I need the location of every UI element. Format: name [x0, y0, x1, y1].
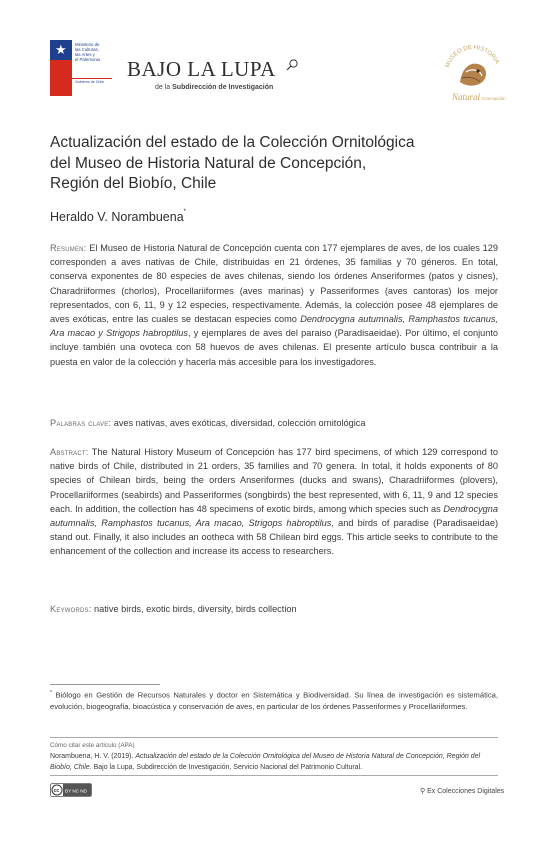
gobierno-text: Gobierno de Chile — [75, 80, 104, 84]
footnote-rule — [50, 684, 160, 685]
star-icon: ★ — [55, 42, 67, 57]
svg-text:BY NC ND: BY NC ND — [65, 788, 87, 794]
museum-city-text: Concepción — [482, 96, 506, 101]
palabras-clave: Palabras clave: aves nativas, aves exóticas, diversidad, colección ornitológica — [50, 418, 366, 428]
creative-commons-icon — [50, 783, 92, 797]
palabras-label: Palabras clave: — [50, 418, 112, 428]
ministerio-text: Ministerio de las Culturas, las Artes y el Patrimonio — [75, 42, 101, 62]
museum-top-text: MUSEO DE HISTORIA — [444, 44, 500, 69]
citation-rule-top — [50, 737, 498, 738]
article-title: Actualización del estado de la Colección Ornitológica del Museo de Historia Natural de Concepción, Región del Biobío, Chile — [50, 134, 415, 192]
magnifier-icon — [285, 58, 299, 72]
museo-historia-natural-logo — [438, 38, 508, 108]
abstract-paragraph: Abstract: The Natural History Museum of Concepción has 177 bird specimens, of which 129 correspond to native birds of Chile, distributed in 21 orders, 35 families and 70 genera. In total, it holds exponents of 80 species of Chilean birds, being the orders Anseriformes (ducks and swans), Charadriiformes (plovers), Procellariiformes (seabirds) and Passeriformes (songbirds) the best represented, with 6, 11, 9 and 12 species each. In addition, the collection has 48 specimens of exotic birds, among which species such as Dendrocygna autumnalis, Ramphastos tucanus, Ara macao, Strigops habroptilus, and birds of paradise (Paradisaeidae) stand out. Finally, it also includes an ootheca with 58 Chilean bird eggs. This article seeks to contribute to the enhancement of the collection and increase its access to researchers. — [50, 447, 498, 557]
museum-natural-text: Natural — [452, 92, 481, 102]
chile-flag-block — [50, 40, 72, 96]
author-footnote-mark: * — [183, 209, 186, 215]
series-title: BAJO LA LUPA — [127, 57, 276, 81]
author-name: Heraldo V. Norambuena* — [50, 209, 186, 224]
svg-text:cc: cc — [53, 788, 60, 794]
citation-text: Norambuena, H. V. (2019). Actualización del estado de la Colección Ornitológica del Museo de Historia Natural de Concepción, Región del Biobío, Chile. Bajo la Lupa, Subdirección de Investigación, Servicio Nacional del Patrimonio Cultural. — [50, 753, 481, 771]
keywords: Keywords: native birds, exotic birds, diversity, birds collection — [50, 604, 297, 614]
citation-label: Cómo citar este artículo (APA) — [50, 742, 135, 749]
abstract-label: Abstract: — [50, 447, 89, 457]
magnifier-small-icon: ⚲ — [420, 788, 426, 795]
resumen-label: Resumen: — [50, 243, 87, 253]
keywords-label: Keywords: — [50, 604, 92, 614]
resumen-paragraph: Resumen: El Museo de Historia Natural de Concepción cuenta con 177 ejemplares de aves, de los cuales 129 corresponden a aves nativas de Chile, distribuidas en 21 órdenes, 35 familias y 70 géneros. En total, conserva exponentes de 80 especies de aves chilenas, siendo los órdenes Anseriformes (patos y cisnes), Charadriiformes (chorlos), Procellariiformes (aves marinas) y Passeriformes (aves cantoras) los mejor representados, con 6, 11, 9 y 12 especies, respectivamente. Además, la colección posee 48 ejemplares de aves exóticas, entre las cuales se destacan especies como Dendrocygna autumnalis, Ramphastos tucanus, Ara macao y Strigops habroptilus, y ejemplares de aves del paraiso (Paradisaeidae). Por último, el conjunto incluye también una ovoteca con 58 huevos de aves chilenas. El presente artículo busca contribuir a la puesta en valor de la colección y hacerla más accesible para los investigadores. — [50, 243, 498, 367]
series-subtitle: de la Subdirección de Investigación — [155, 84, 274, 91]
colecciones-digitales-logo: ⚲ Ex Colecciones Digitales — [420, 788, 505, 795]
author-footnote: * Biólogo en Gestión de Recursos Naturales y doctor en Sistemática y Biodiversidad. Su línea de investigación es sistemática, evolución, biogeografía, bioacústica y conservación de aves, en particular de los órdenes Passeriformes y Procellariiformes. — [50, 690, 498, 712]
ministerio-logo — [50, 40, 112, 96]
citation-rule-bottom — [50, 775, 498, 776]
